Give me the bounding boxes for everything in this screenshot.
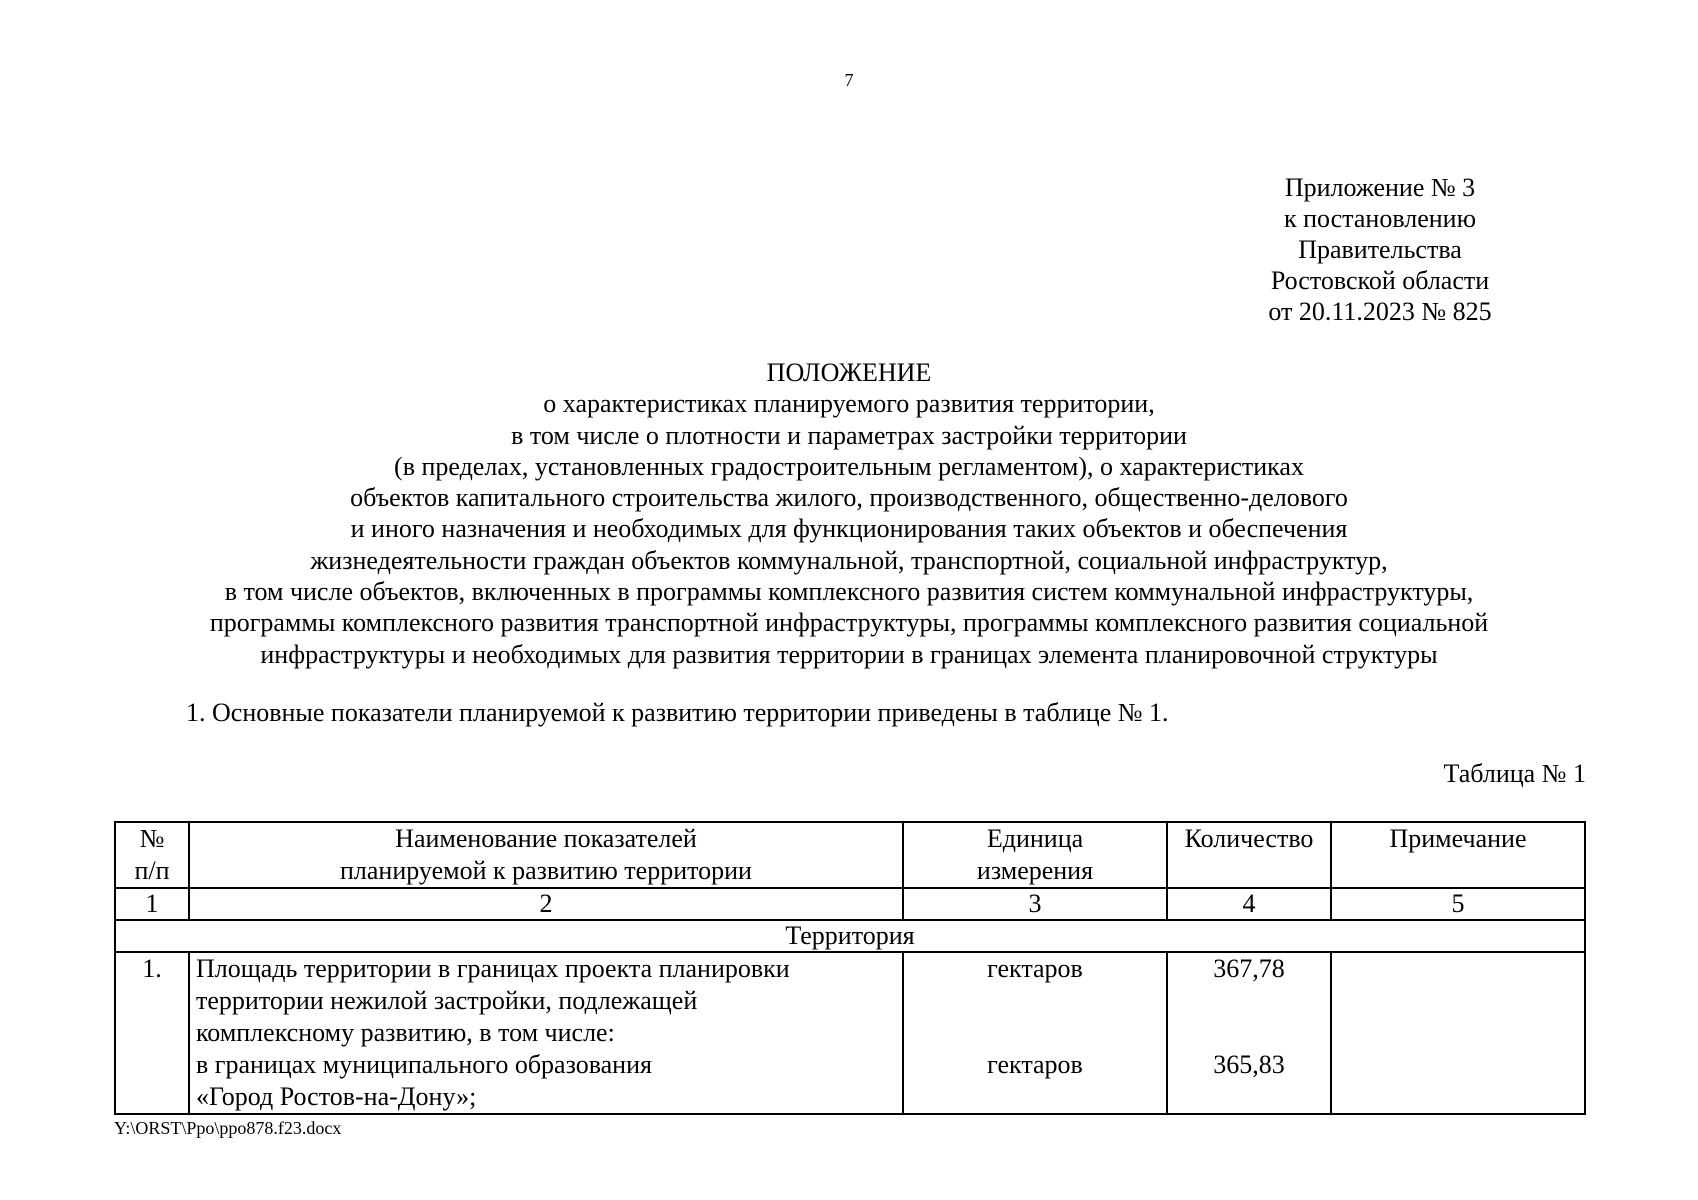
row-qty: 367,78 365,83 [1167, 952, 1331, 1114]
title-line: в том числе о плотности и параметрах застройки территории [511, 420, 1187, 450]
title-line: инфраструктуры и необходимых для развития территории в границах элемента планировочной структуры [260, 639, 1438, 669]
header-num: № п/п [115, 822, 189, 888]
row-note [1331, 952, 1585, 1114]
appendix-line: к постановлению [1283, 204, 1477, 233]
column-number: 3 [903, 888, 1167, 920]
appendix-line: Правительства [1298, 235, 1462, 264]
footer-file-path: Y:\ORST\Ppo\ppo878.f23.docx [114, 1118, 342, 1138]
intro-paragraph: 1. Основные показатели планируемой к развитию территории приведены в таблице № 1. [186, 698, 1169, 727]
column-number: 5 [1331, 888, 1585, 920]
appendix-line: Ростовской области [1270, 266, 1490, 295]
appendix-line: от 20.11.2023 № 825 [1268, 297, 1492, 326]
header-name: Наименование показателей планируемой к развитию территории [189, 822, 903, 888]
title-line: (в пределах, установленных градостроительным регламентом), о характеристиках [394, 451, 1304, 481]
section-title: Территория [115, 920, 1585, 952]
title-line: в том числе объектов, включенных в программы комплексного развития систем коммунальной инфраструктуры, [224, 577, 1474, 607]
column-number-row [115, 888, 1585, 920]
appendix-block [1230, 172, 1530, 327]
header-unit: Единица измерения [903, 822, 1167, 888]
column-number: 1 [115, 888, 189, 920]
row-unit: гектаров гектаров [903, 952, 1167, 1114]
header-note: Примечание [1331, 822, 1585, 888]
table-header-row [115, 822, 1585, 888]
title-line: объектов капитального строительства жилого, производственного, общественно-делового [350, 483, 1348, 513]
appendix-line: Приложение № 3 [1284, 173, 1476, 202]
indicators-table [114, 821, 1586, 1115]
title-line: жизнедеятельности граждан объектов коммунальной, транспортной, социальной инфраструктур, [310, 545, 1388, 575]
title-line: о характеристиках планируемого развития территории, [543, 389, 1155, 419]
table-caption: Таблица № 1 [1443, 759, 1586, 788]
title-heading: ПОЛОЖЕНИЕ [766, 358, 932, 387]
page-number: 7 [844, 70, 854, 90]
title-line: программы комплексного развития транспортной инфраструктуры, программы комплексного развития социальной [209, 608, 1489, 638]
column-number: 4 [1167, 888, 1331, 920]
row-num: 1. [115, 952, 189, 1114]
column-number: 2 [189, 888, 903, 920]
document-title [0, 357, 1698, 670]
header-qty: Количество [1167, 822, 1331, 888]
table-row [115, 952, 1585, 1114]
section-row [115, 920, 1585, 952]
title-line: и иного назначения и необходимых для функционирования таких объектов и обеспечения [350, 514, 1348, 544]
row-name: Площадь территории в границах проекта планировки территории нежилой застройки, подлежащей комплексному развитию, в том числе: в границах муниципального образования «Город Ростов-на-Дону»; [189, 952, 903, 1114]
